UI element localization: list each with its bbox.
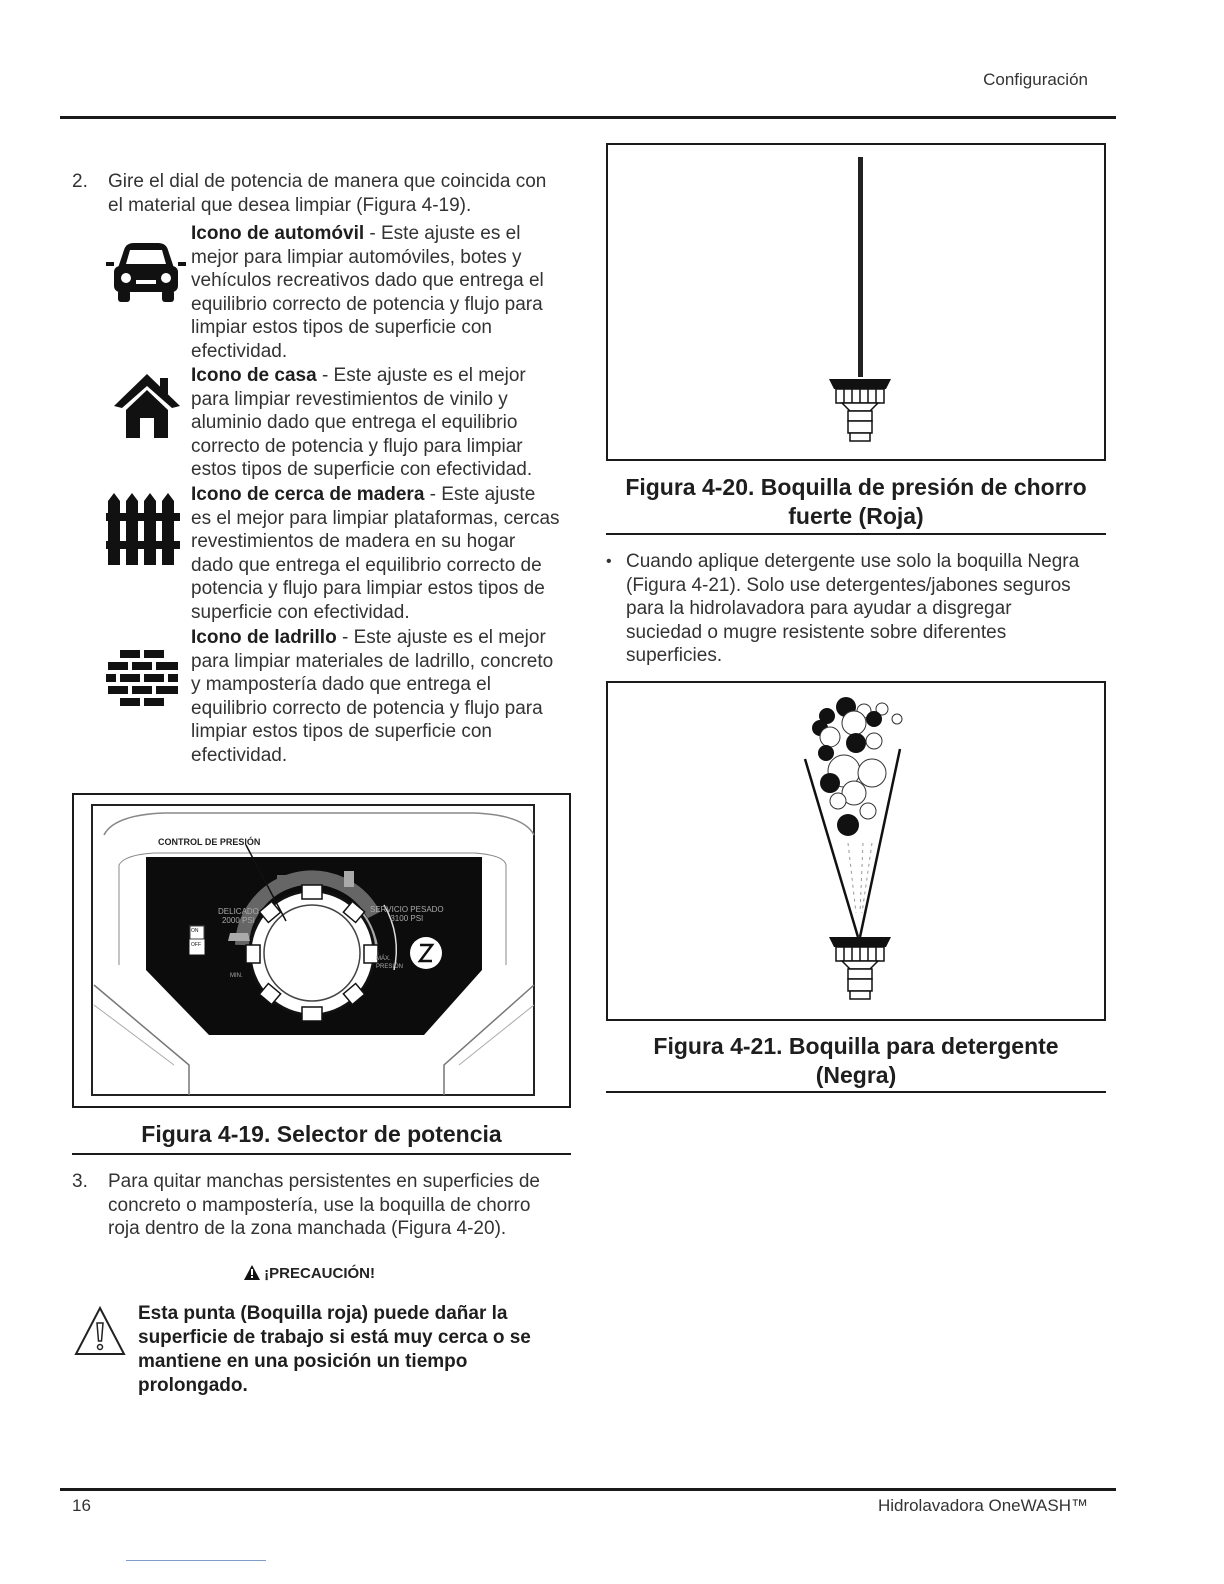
caution-heading: ¡PRECAUCIÓN! [244,1265,375,1282]
label-control-de-presion: CONTROL DE PRESIÓN [158,837,261,847]
warning-triangle-icon [73,1305,127,1357]
footer-rule [60,1488,1116,1491]
icon-desc-house: Icono de casa - Este ajuste es el mejor para limpiar revestimientos de vinilo y aluminio dado que entrega el equilibrio correcto de potencia y flujo para limpiar estos tipos de superficie con efectividad. [191,365,533,481]
figure-4-19-frame [72,793,571,1108]
header-rule [60,116,1116,119]
car-icon [106,240,186,306]
bullet-text: Cuando aplique detergente use solo la boquilla Negra (Figura 4-21). Solo use detergentes/jabones seguros para la hidrolavadora para ayudar a disgregar suciedad o mugre resistente sobre diferentes superficies. [626,551,1080,667]
icon-desc-fence: Icono de cerca de madera - Este ajuste es el mejor para limpiar plataformas, cercas revestimientos de madera en su hogar dado que entrega el equilibrio correcto de potencia y flujo para limpiar estos tipos de superficie con efectividad. [191,484,560,623]
house-icon [114,372,180,438]
power-selector-illustration [74,795,569,1106]
icon-name-house: Icono de casa [191,365,317,386]
figure-4-19-caption: Figura 4-19. Selector de potencia [141,1121,502,1147]
footer-product-name: Hidrolavadora OneWASH™ [877,1496,1088,1515]
step-2-text: Gire el dial de potencia de manera que coincida con el material que desea limpiar (Figura 4-19). [108,171,547,216]
figure-4-20-frame [606,143,1106,461]
label-delicado: DELICADO 2000 PSI [218,907,259,925]
switch-off-label: OFF [191,942,201,948]
red-nozzle-jet-illustration [608,145,1104,459]
step-2-number: 2. [72,171,88,192]
black-nozzle-spray-illustration [608,683,1104,1019]
brick-icon [106,650,180,706]
icon-name-car: Icono de automóvil [191,223,365,244]
scan-blue-line [126,1560,266,1561]
warning-small-icon [244,1265,260,1280]
figure-4-21-caption: Figura 4-21. Boquilla para detergente (Negra) [653,1033,1059,1088]
label-servicio-pesado: SERVICIO PESADO 3100 PSI [370,905,444,923]
icon-desc-car: Icono de automóvil - Este ajuste es el mejor para limpiar automóviles, botes y vehículos recreativos dado que entrega el equilibrio correcto de potencia y flujo para limpiar estos tipos de superficie con efectividad. [191,223,544,362]
figure-4-20-caption: Figura 4-20. Boquilla de presión de chorro fuerte (Roja) [625,474,1087,529]
step-3-text: Para quitar manchas persistentes en superficies de concreto o mampostería, use la boquilla de chorro roja dentro de la zona manchada (Figura 4-20). [108,1171,540,1240]
switch-on-label: ON [191,928,199,934]
icon-desc-brick: Icono de ladrillo - Este ajuste es el mejor para limpiar materiales de ladrillo, concreto y mampostería dado que entrega el equilibrio correcto de potencia y flujo para limpiar estos tipos de superficie con efectividad. [191,627,554,766]
page-number: 16 [72,1496,91,1515]
figure-4-21-frame [606,681,1106,1021]
label-min: MIN. [230,973,243,979]
figure-4-20-rule [606,533,1106,535]
caution-text: Esta punta (Boquilla roja) puede dañar la superficie de trabajo si está muy cerca o se mantiene en una posición un tiempo prolongado. [138,1303,531,1396]
icon-name-brick: Icono de ladrillo [191,627,337,648]
label-max-presion: MÁX. PRESIÓN [376,956,404,970]
figure-4-19-rule [72,1153,571,1155]
step-3-number: 3. [72,1171,88,1192]
figure-4-21-rule [606,1091,1106,1093]
icon-name-fence: Icono de cerca de madera [191,484,425,505]
bullet-symbol: • [606,553,612,570]
fence-icon [106,493,180,565]
running-header: Configuración [983,70,1088,89]
